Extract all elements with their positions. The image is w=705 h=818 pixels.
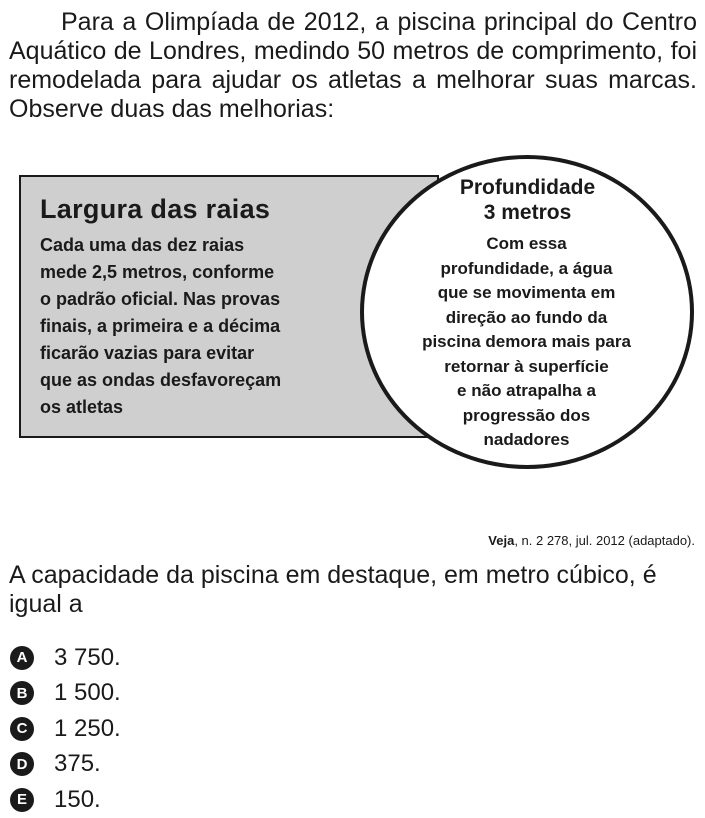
depth-line: Com essa <box>486 234 567 253</box>
option-b-badge-icon: B <box>10 681 34 705</box>
lane-width-line: Cada uma das dez raias <box>40 235 245 255</box>
lane-width-line: mede 2,5 metros, conforme <box>40 262 275 282</box>
question-text: A capacidade da piscina em destaque, em metro cúbico, é igual a <box>9 561 657 618</box>
option-a[interactable] <box>10 640 121 676</box>
source-details: , n. 2 278, jul. 2012 (adaptado). <box>514 533 695 548</box>
option-a-text: 3 750. <box>54 643 121 671</box>
depth-title <box>405 175 650 225</box>
depth-line: progressão dos <box>462 405 591 425</box>
lane-width-text <box>40 232 360 421</box>
depth-text <box>390 232 663 453</box>
option-b-text: 1 500. <box>54 679 121 707</box>
depth-line: nadadores <box>483 430 570 449</box>
depth-title-line: Profundidade <box>459 176 596 199</box>
depth-title-line: 3 metros <box>483 201 572 224</box>
lane-width-line: ficarão vazias para evitar <box>40 343 255 363</box>
option-c-text: 1 250. <box>54 714 121 742</box>
option-d-badge-icon: D <box>10 752 34 776</box>
source-citation <box>488 533 695 548</box>
option-e[interactable] <box>10 782 121 818</box>
option-c[interactable] <box>10 711 121 747</box>
option-d[interactable] <box>10 747 121 783</box>
answer-options <box>10 640 121 818</box>
depth-line: piscina demora mais para <box>422 332 631 351</box>
depth-line: que se movimenta em <box>437 283 616 302</box>
option-d-text: 375. <box>54 750 101 778</box>
lane-width-line: os atletas <box>40 397 124 417</box>
lane-width-line: que as ondas desfavoreçam <box>40 370 282 390</box>
depth-line: direção ao fundo da <box>445 307 608 327</box>
source-magazine: Veja <box>488 533 515 548</box>
option-c-badge-icon: C <box>10 717 34 741</box>
option-b[interactable] <box>10 676 121 712</box>
option-a-badge-icon: A <box>10 646 34 670</box>
depth-line: retornar à superfície <box>444 356 609 376</box>
lane-width-line: o padrão oficial. Nas provas <box>40 289 281 309</box>
depth-line: profundidade, a água <box>440 258 613 278</box>
intro-paragraph: Para a Olimpíada de 2012, a piscina principal do Centro Aquático de Londres, medindo 50 metros de comprimento, foi remodelada para ajudar os atletas a melhorar suas marcas. Observe duas das melhorias: <box>9 8 697 123</box>
depth-line: e não atrapalha a <box>457 381 596 400</box>
option-e-badge-icon: E <box>10 788 34 812</box>
lane-width-title: Largura das raias <box>40 194 271 224</box>
option-e-text: 150. <box>54 785 101 813</box>
lane-width-line: finais, a primeira e a décima <box>40 316 281 336</box>
